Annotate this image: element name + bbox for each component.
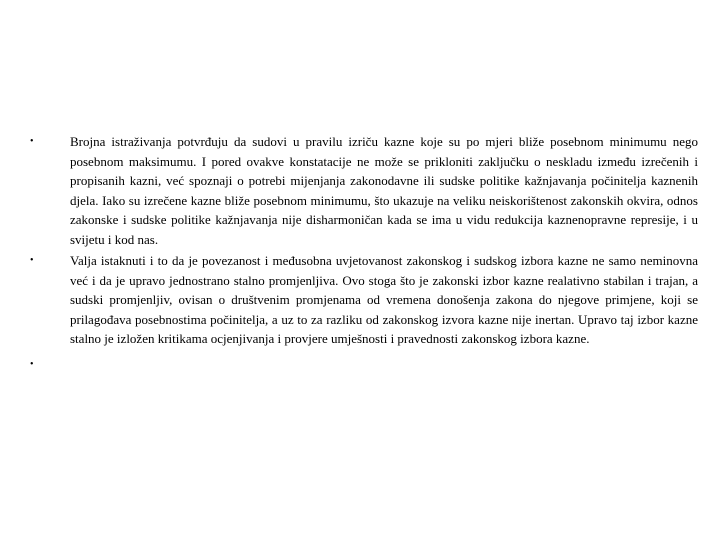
bullet-text-2: Valja istaknuti i to da je povezanost i međusobna uvjetovanost zakonskog i sudskog izbora kazne ne samo neminovna već i da je upravo jednostrano stalno promjenljiva. Ovo stoga što je zakonski izbor kazne realativno stabilan i trajan, a sudski promjenljiv, ovisan o društvenim promjenama od vremena donošenja zakona do njegove primjene, koji se prilagođava posebnostima počinitelja, a uz to za razliku od zakonskog izvora kazne nije inertan. Upravo taj izbor kazne stalno je izložen kritikama ocjenjivanja i provjere umješnosti i pravednosti zakonskog izbora kazne. — [70, 253, 698, 346]
bullet-list — [28, 132, 700, 374]
bullet-text-1: Brojna istraživanja potvrđuju da sudovi u pravilu izriču kazne koje su po mjeri bliže posebnom minimumu nego posebnom maksimumu. I pored ovakve konstatacije ne može se prikloniti zaključku o neskladu između izrečenih i propisanih kazni, već spoznaji o potrebi mijenjanja zakonodavne ili sudske politike kažnjavanja počinitelja kaznenih djela. Iako su izrečene kazne bliže posebnom minimumu, što ukazuje na veliku neiskorištenost zakonskih okvira, odnos zakonske i sudske politike kažnjavanja nije disharmoničan kada se ima u vidu redukcija kaznenopravne represije, i u svijetu i kod nas. — [70, 134, 698, 247]
bullet-icon: • — [30, 255, 34, 266]
bullet-icon: • — [30, 358, 34, 370]
bullet-item-3 — [28, 355, 700, 375]
bullet-icon: • — [30, 136, 34, 147]
bullet-item-2 — [28, 251, 700, 349]
bullet-item-1 — [28, 132, 700, 249]
